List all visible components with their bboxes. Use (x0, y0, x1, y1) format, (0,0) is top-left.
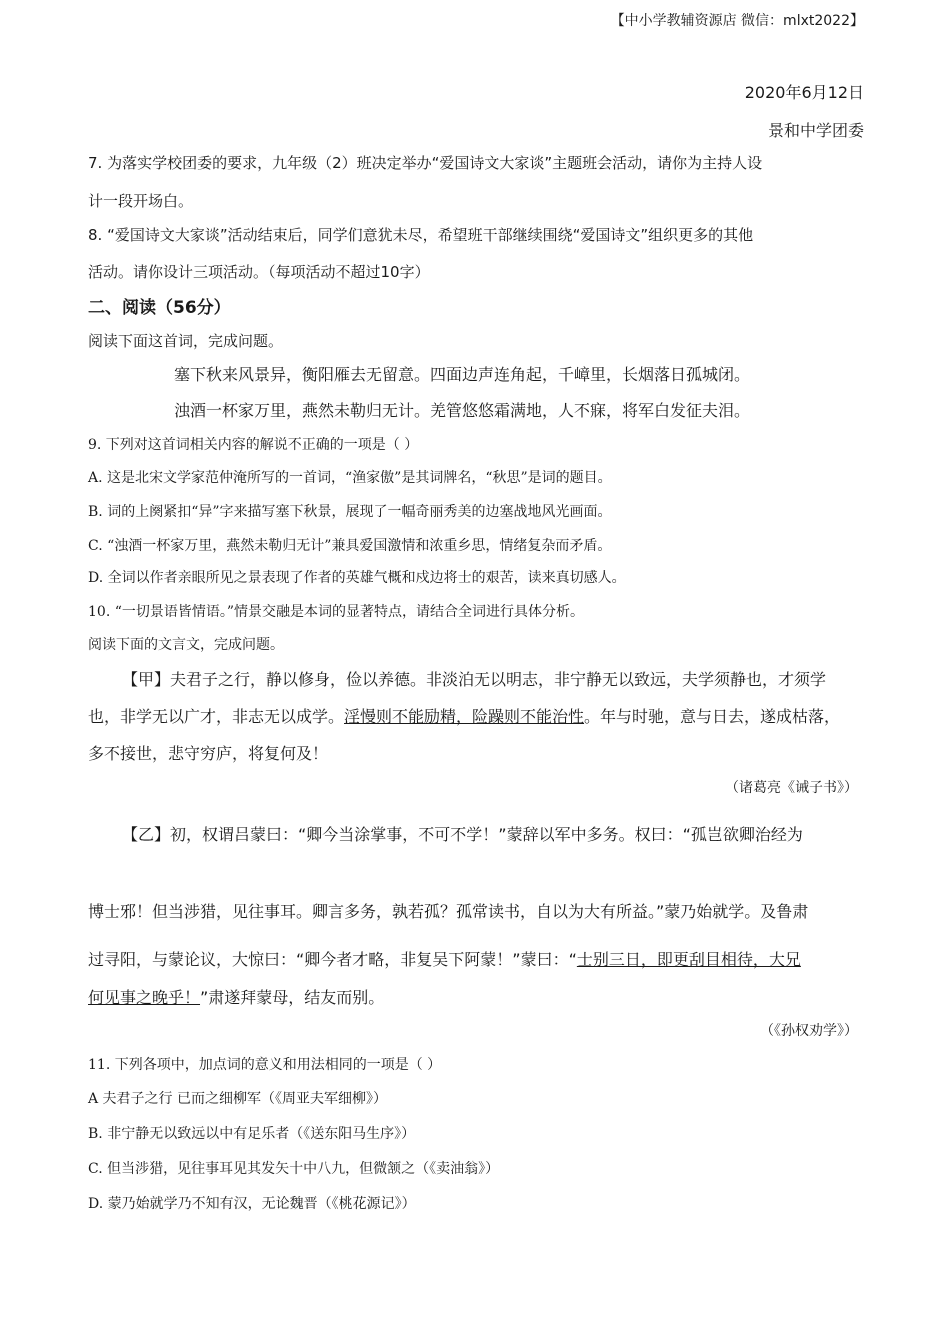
q11-option-a: A 夫君子之行 已而之细柳军（《周亚夫军细柳》） (88, 1091, 388, 1107)
q11-stem: 11. 下列各项中，加点词的意义和用法相同的一项是（ ） (88, 1057, 442, 1073)
jia-source: （诸葛亮《诫子书》） (725, 780, 858, 796)
q11-option-b: B. 非宁静无以致远以中有足乐者（《送东阳马生序》） (88, 1126, 416, 1142)
yi-text-1: 初，权谓吕蒙曰：“卿今当涂掌事，不可不学！”蒙辞以军中多务。权曰：“孤岂欲卿治经为 (170, 825, 803, 844)
q9-option-a: A. 这是北宋文学家范仲淹所写的一首词，“渔家傲”是其词牌名，“秋思”是词的题目。 (88, 470, 612, 486)
page-header: 【中小学教辅资源店 微信：mlxt2022】 (610, 13, 864, 29)
q11-option-c: C. 但当涉猎，见往事耳见其发矢十中八九，但微颔之（《卖油翁》） (88, 1161, 500, 1177)
yi-source: （《孙权劝学》） (760, 1023, 858, 1039)
notice-org: 景和中学团委 (767, 121, 864, 140)
jia-line-1 (122, 667, 826, 690)
q9-stem: 9. 下列对这首词相关内容的解说不正确的一项是（ ） (88, 437, 419, 453)
jia-line-3: 多不接世，悲守穷庐，将复何及！ (88, 744, 329, 763)
prose-intro: 阅读下面的文言文，完成问题。 (88, 637, 284, 653)
jia-text-2a: 也，非学无以广才，非志无以成学。 (88, 707, 345, 726)
q8-line2: 活动。请你设计三项活动。（每项活动不超过10字） (88, 263, 430, 281)
yi-text-4b: ”肃遂拜蒙母，结友而别。 (200, 988, 385, 1007)
yi-line-3 (88, 947, 801, 970)
q8-line1: 8. “爱国诗文大家谈”活动结束后，同学们意犹未尽，希望班干部继续围绕“爱国诗文”组织更多的其他 (88, 226, 754, 244)
jia-underlined-sentence: 淫慢则不能励精，险躁则不能治性 (344, 707, 585, 726)
poem-intro: 阅读下面这首词，完成问题。 (88, 332, 284, 350)
yi-line-1 (122, 822, 803, 845)
notice-date: 2020年6月12日 (744, 83, 864, 102)
poem-line-1: 塞下秋来风景异，衡阳雁去无留意。四面边声连角起，千嶂里，长烟落日孤城闭。 (174, 365, 751, 384)
q11-option-d: D. 蒙乃始就学乃不知有汉，无论魏晋（《桃花源记》） (88, 1196, 416, 1212)
jia-text-1: 夫君子之行，静以修身，俭以养德。非淡泊无以明志，非宁静无以致远，夫学须静也，才须学 (170, 670, 827, 689)
jia-line-2 (88, 704, 840, 727)
q7-line2: 计一段开场白。 (88, 192, 194, 210)
yi-line-4 (88, 985, 384, 1008)
yi-underlined-sentence-2: 何见事之晚乎！ (88, 988, 201, 1007)
q10-stem: 10. “一切景语皆情语。”情景交融是本词的显著特点，请结合全词进行具体分析。 (88, 604, 585, 620)
q9-option-d: D. 全词以作者亲眼所见之景表现了作者的英雄气概和戍边将士的艰苦，读来真切感人。 (88, 570, 626, 586)
jia-text-2b: 。年与时驰，意与日去，遂成枯落， (584, 707, 841, 726)
q9-option-c: C. “浊酒一杯家万里，燕然未勒归无计”兼具爱国激情和浓重乡思，情绪复杂而矛盾。 (88, 538, 612, 554)
section-title: 二、阅读（56分） (88, 298, 231, 318)
poem-line-2: 浊酒一杯家万里，燕然未勒归无计。羌管悠悠霜满地，人不寐，将军白发征夫泪。 (174, 401, 751, 420)
q9-option-b: B. 词的上阕紧扣“异”字来描写塞下秋景，展现了一幅奇丽秀美的边塞战地风光画面。 (88, 504, 612, 520)
jia-mark: 【甲】 (122, 670, 171, 689)
q7-line1: 7. 为落实学校团委的要求，九年级（2）班决定举办“爱国诗文大家谈”主题班会活动，请你为主持人设 (88, 154, 763, 172)
yi-line-2: 博士邪！但当涉猎，见往事耳。卿言多务，孰若孤？孤常读书，自以为大有所益。”蒙乃始就学。及鲁肃 (88, 902, 809, 921)
yi-mark: 【乙】 (122, 825, 171, 844)
yi-underlined-sentence-1: 士别三日，即更刮目相待，大兄 (576, 950, 801, 969)
yi-text-3a: 过寻阳，与蒙论议，大惊曰：“卿今者才略，非复吴下阿蒙！”蒙曰：“ (88, 950, 577, 969)
